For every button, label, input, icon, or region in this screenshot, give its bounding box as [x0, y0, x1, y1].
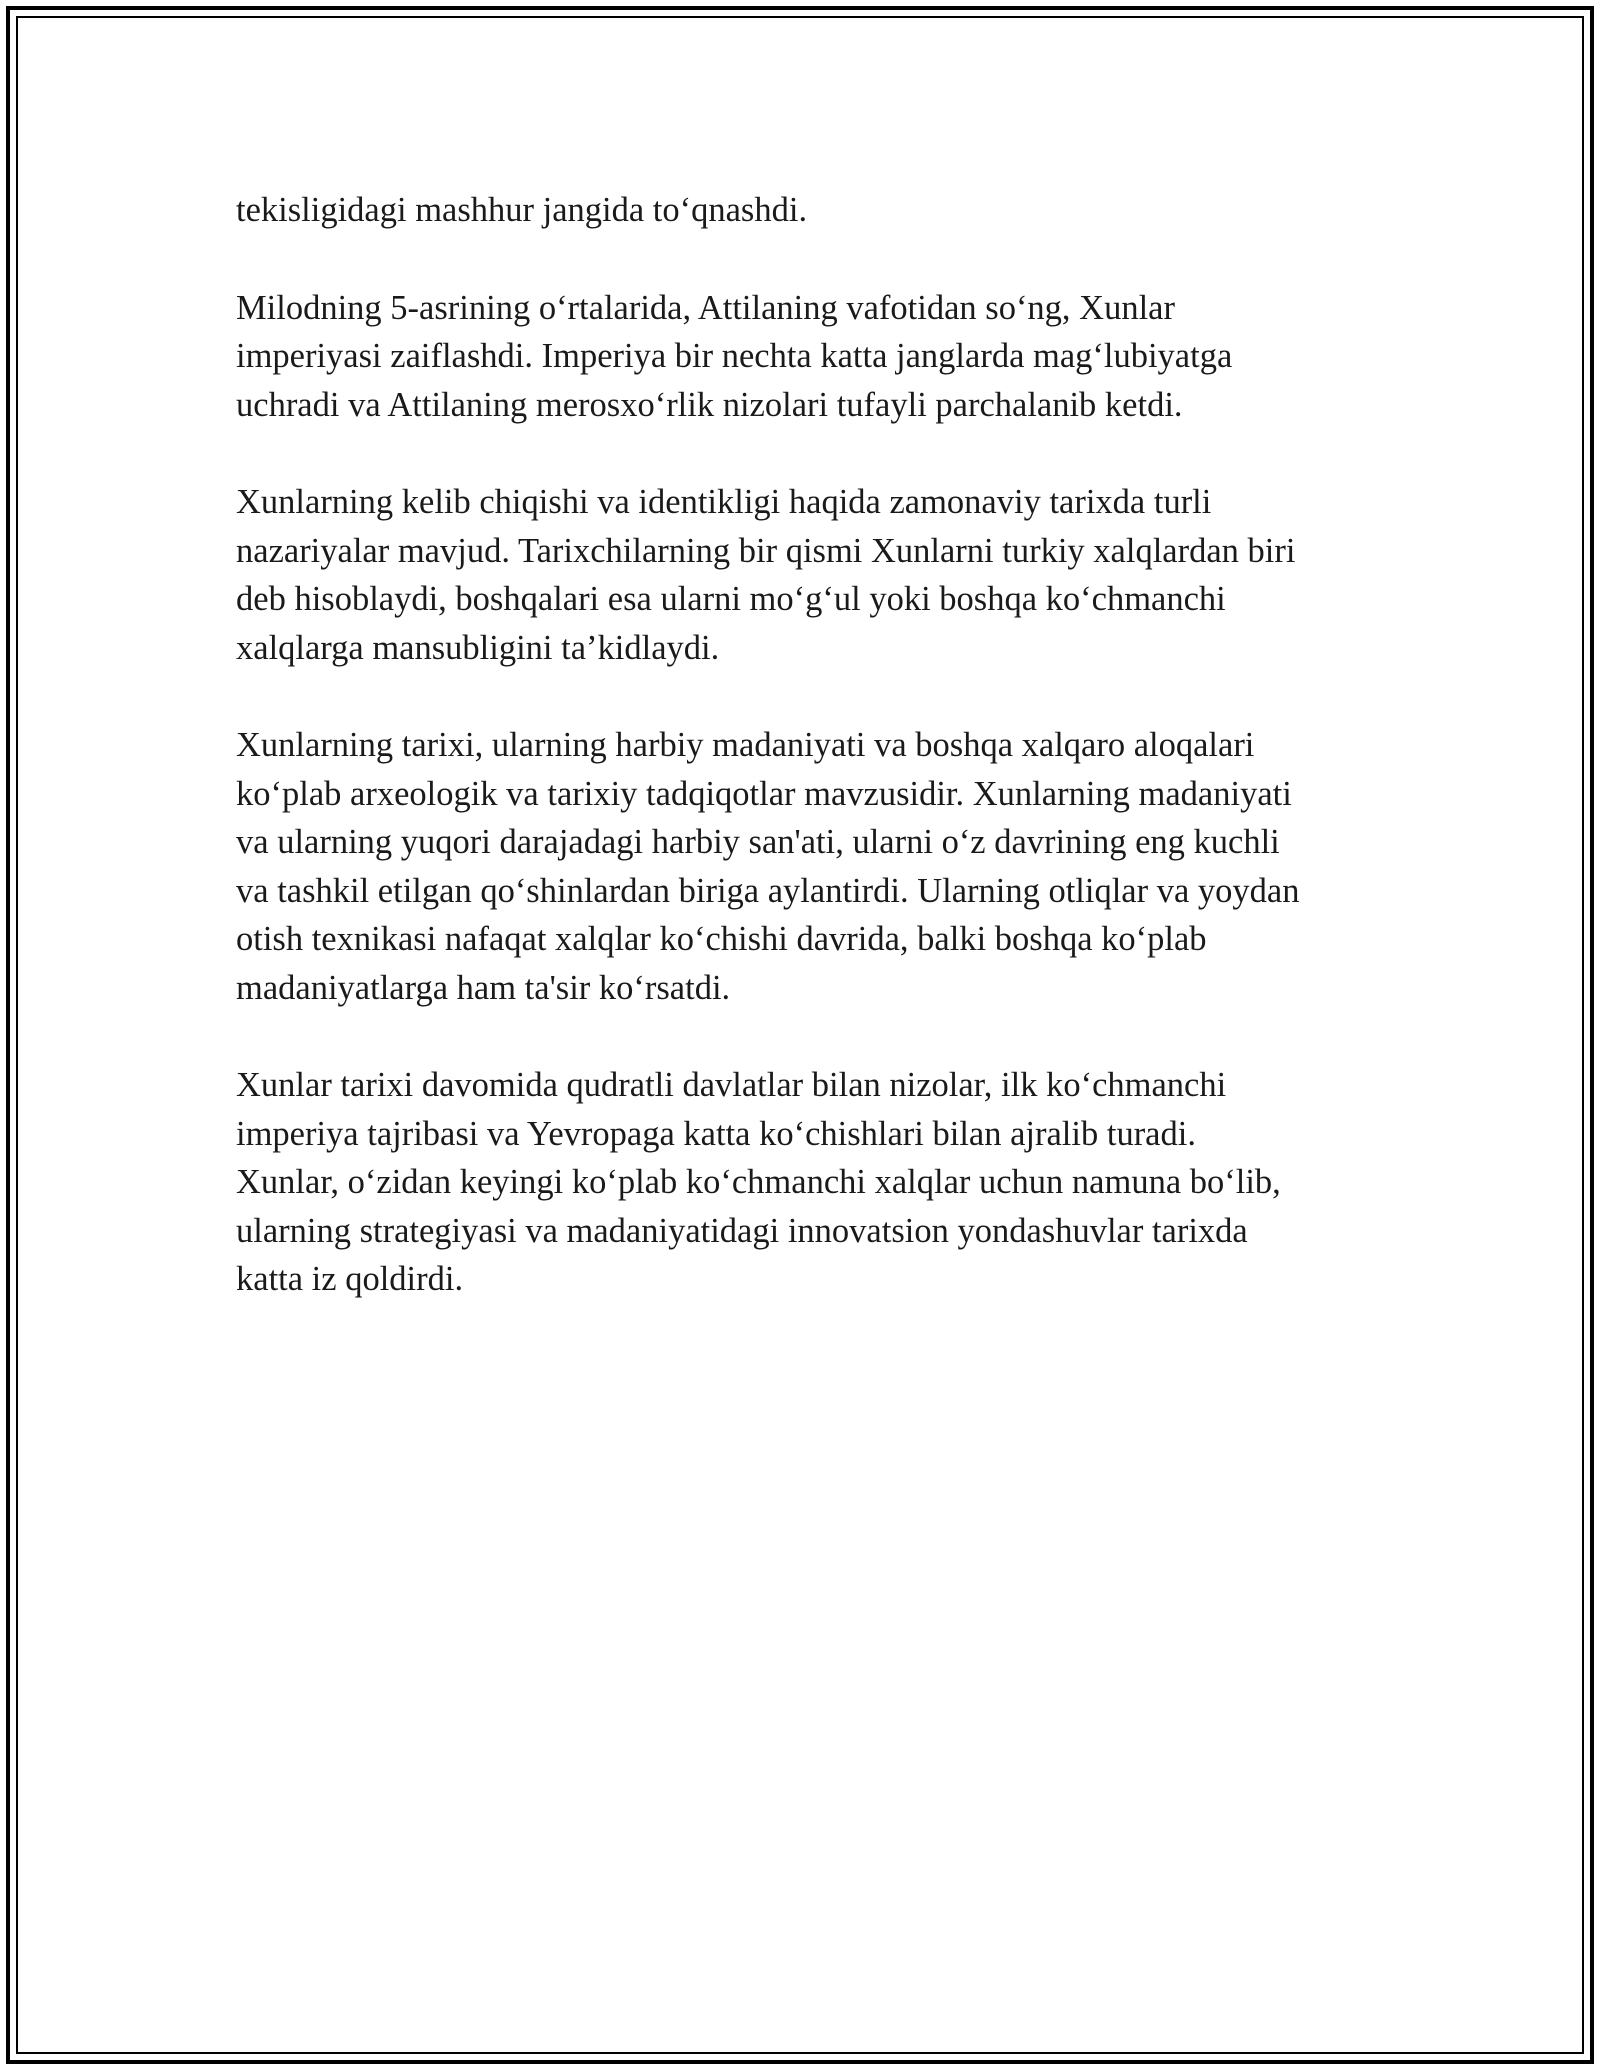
text-line: deb hisoblaydi, boshqalari esa ularni mo‘g‘ul yoki boshqa ko‘chmanchi [236, 580, 1226, 618]
text-line: tekisligidagi mashhur jangida to‘qnashdi. [236, 191, 808, 229]
text-line: uchradi va Attilaning merosxo‘rlik nizolari tufayli parchalanib ketdi. [236, 385, 1183, 424]
text-line: Xunlarning tarixi, ularning harbiy madaniyati va boshqa xalqaro aloqalari [236, 726, 1255, 764]
text-line: imperiyasi zaiflashdi. Imperiya bir nechta katta janglarda mag‘lubiyatga [236, 337, 1233, 375]
text-line: madaniyatlarga ham ta'sir ko‘rsatdi. [236, 968, 731, 1007]
text-line: katta iz qoldirdi. [236, 1260, 464, 1298]
paragraph-5 [236, 1061, 1386, 1304]
paragraph-1 [236, 186, 1386, 235]
document-body [236, 186, 1386, 1353]
text-line: otish texnikasi nafaqat xalqlar ko‘chishi davrida, balki boshqa ko‘plab [236, 920, 1207, 958]
text-line: va ularning yuqori darajadagi harbiy san'ati, ularni o‘z davrining eng kuchli [236, 823, 1280, 861]
text-line: Xunlar tarixi davomida qudratli davlatlar bilan nizolar, ilk ko‘chmanchi [236, 1066, 1227, 1104]
text-line: ularning strategiyasi va madaniyatidagi innovatsion yondashuvlar tarixda [236, 1211, 1248, 1250]
text-line: Xunlarning kelib chiqishi va identikligi haqida zamonaviy tarixda turli [236, 483, 1212, 521]
text-line: va tashkil etilgan qo‘shinlardan biriga aylantirdi. Ularning otliqlar va yoydan [236, 871, 1300, 910]
text-line: Xunlar, o‘zidan keyingi ko‘plab ko‘chmanchi xalqlar uchun namuna bo‘lib, [236, 1163, 1281, 1201]
text-line: ko‘plab arxeologik va tarixiy tadqiqotlar mavzusidir. Xunlarning madaniyati [236, 774, 1292, 813]
text-line: imperiya tajribasi va Yevropaga katta ko‘chishlari bilan ajralib turadi. [236, 1114, 1196, 1153]
text-line: Milodning 5-asrining o‘rtalarida, Attilaning vafotidan so‘ng, Xunlar [236, 288, 1175, 327]
text-line: nazariyalar mavjud. Tarixchilarning bir qismi Xunlarni turkiy xalqlardan biri [236, 531, 1296, 570]
paragraph-3 [236, 478, 1386, 672]
paragraph-2 [236, 284, 1386, 430]
text-line: xalqlarga mansubligini ta’kidlaydi. [236, 628, 720, 667]
paragraph-4 [236, 721, 1386, 1012]
